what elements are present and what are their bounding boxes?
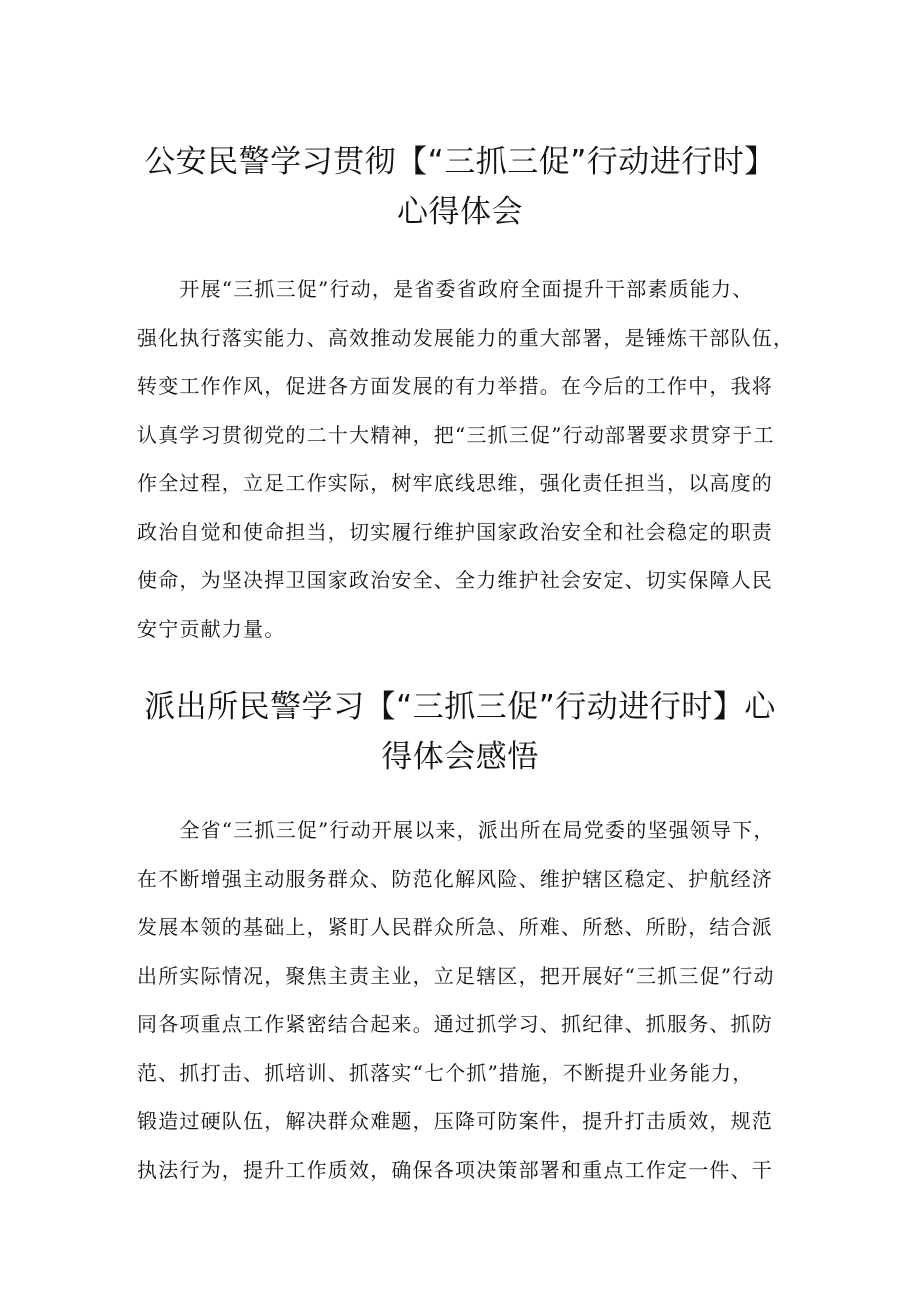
paragraph-line: 政治自觉和使命担当，切实履行维护国家政治安全和社会稳定的职责 bbox=[137, 519, 773, 544]
title-line: 公安民警学习贯彻【“三抓三促”行动进行时】 bbox=[144, 144, 776, 180]
title-line: 派出所民警学习【“三抓三促”行动进行时】心 bbox=[144, 689, 776, 725]
paragraph-line: 全省“三抓三促”行动开展以来，派出所在局党委的坚强领导下， bbox=[137, 818, 775, 842]
paragraph-line: 认真学习贯彻党的二十大精神，把“三抓三促”行动部署要求贯穿于工 bbox=[137, 422, 775, 447]
paragraph-line: 强化执行落实能力、高效推动发展能力的重大部署，是锤炼干部队伍， bbox=[137, 325, 795, 350]
paragraph-line: 开展“三抓三促”行动，是省委省政府全面提升干部素质能力、 bbox=[137, 277, 754, 301]
paragraph-line: 转变工作作风，促进各方面发展的有力举措。在今后的工作中，我将 bbox=[137, 374, 773, 398]
paragraph-line: 范、抓打击、抓培训、抓落实“七个抓”措施，不断提升业务能力， bbox=[137, 1060, 754, 1085]
section-1-paragraph bbox=[137, 265, 797, 653]
paragraph-line: 发展本领的基础上，紧盯人民群众所急、所难、所愁、所盼，结合派 bbox=[137, 915, 773, 939]
paragraph-line: 安宁贡献力量。 bbox=[137, 616, 286, 641]
paragraph-line: 同各项重点工作紧密结合起来。通过抓学习、抓纪律、抓服务、抓防 bbox=[137, 1012, 773, 1036]
paragraph-line: 使命，为坚决捍卫国家政治安全、全力维护社会安定、切实保障人民 bbox=[137, 568, 773, 592]
title-line: 心得体会 bbox=[397, 194, 523, 230]
paragraph-line: 锻造过硬队伍，解决群众难题，压降可防案件，提升打击质效，规范 bbox=[137, 1109, 773, 1133]
paragraph-line: 在不断增强主动服务群众、防范化解风险、维护辖区稳定、护航经济 bbox=[137, 866, 773, 891]
section-2-title bbox=[110, 682, 810, 782]
section-1-title bbox=[110, 137, 810, 237]
paragraph-line: 出所实际情况，聚焦主责主业，立足辖区，把开展好“三抓三促”行动 bbox=[137, 963, 775, 988]
paragraph-line: 执法行为，提升工作质效，确保各项决策部署和重点工作定一件、干 bbox=[137, 1157, 773, 1182]
section-2-paragraph bbox=[137, 806, 797, 1194]
title-line: 得体会感悟 bbox=[381, 739, 539, 775]
paragraph-line: 作全过程，立足工作实际，树牢底线思维，强化责任担当，以高度的 bbox=[137, 471, 773, 495]
